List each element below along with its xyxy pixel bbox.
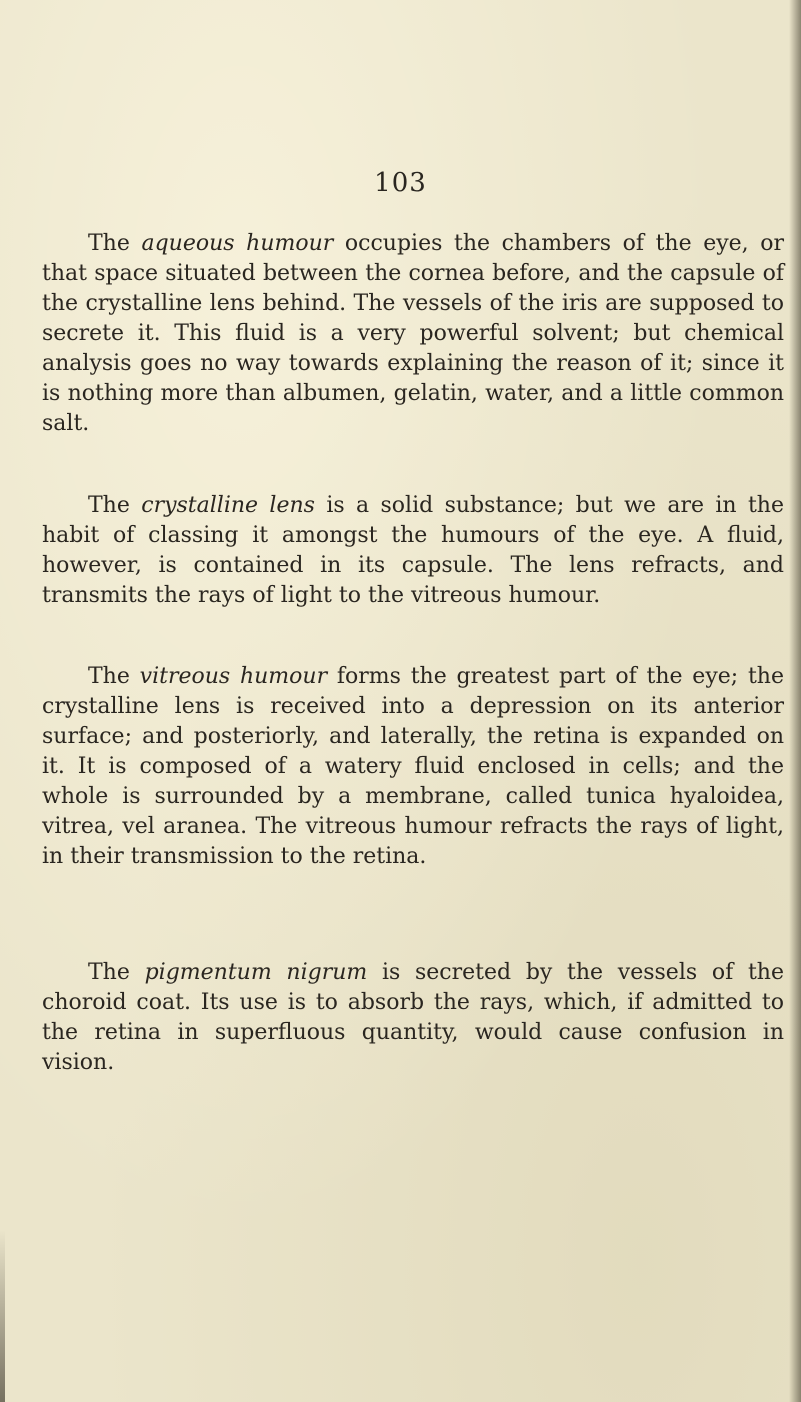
paragraph-lead: The — [88, 960, 145, 985]
term-vitreous-humour: vitreous humour — [139, 664, 328, 689]
page-edge-shadow — [789, 0, 801, 1402]
paragraph-text: is secreted by the vessels of the choroid coat. Its use is to absorb the rays, which, if admitted to the retina in superfluous quantity, would cause confusion in vision. — [42, 960, 784, 1075]
paragraph-crystalline-lens — [42, 491, 784, 611]
paragraph-lead: The — [88, 664, 140, 689]
paragraph-vitreous-humour — [42, 662, 784, 872]
paragraph-lead: The — [88, 493, 142, 518]
paragraph-text: is a solid substance; but we are in the habit of classing it amongst the humours of the eye. A fluid, however, is contained in its capsule. The lens refracts, and transmits the rays of light to the vitreous humour. — [42, 493, 784, 608]
term-pigmentum-nigrum: pigmentum nigrum — [144, 960, 368, 985]
paragraph-text: forms the greatest part of the eye; the crystalline lens is received into a depression on its anterior surface; and posteriorly, and laterally, the retina is expanded on it. It is composed of a watery fluid enclosed in cells; and the whole is surrounded by a membrane, called tunica hyaloidea, vitrea, vel aranea. The vitreous humour refracts the rays of light, in their transmission to the retina. — [42, 664, 784, 869]
term-aqueous-humour: aqueous humour — [141, 231, 334, 256]
paragraph-lead: The — [88, 231, 142, 256]
term-crystalline-lens: crystalline lens — [141, 493, 315, 518]
paragraph-pigmentum-nigrum — [42, 958, 784, 1078]
paragraph-aqueous-humour — [42, 229, 784, 439]
page-number: 103 — [374, 168, 427, 198]
paragraph-text: occupies the chambers of the eye, or that space situated between the cornea before, and the capsule of the crystalline lens behind. The vessels of the iris are supposed to secrete it. This fluid is a very powerful solvent; but chemical analysis goes no way towards explaining the reason of it; since it is nothing more than albumen, gelatin, water, and a little common salt. — [42, 231, 785, 436]
page-edge-shadow-left — [0, 1230, 5, 1402]
